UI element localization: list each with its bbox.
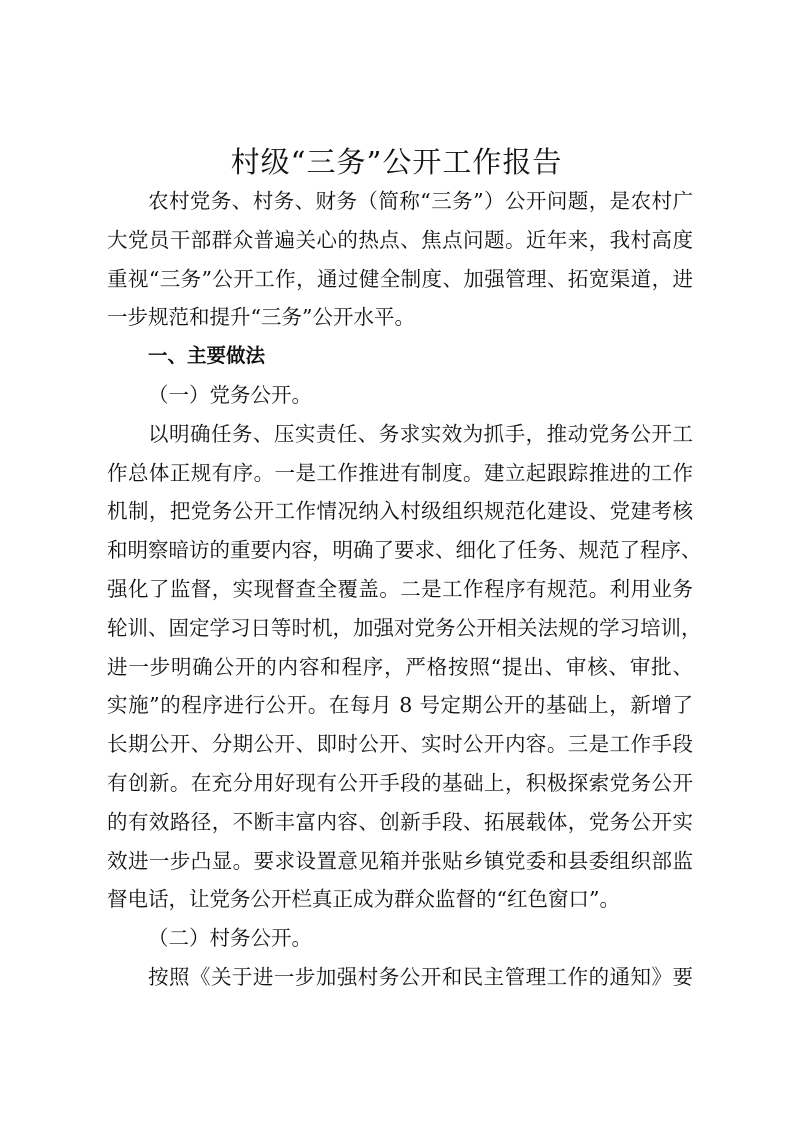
text-line: 按照《关于进一步加强村务公开和民主管理工作的通知》要 (148, 964, 693, 989)
party-affairs-paragraph (107, 415, 702, 919)
text-line: 有创新。在充分用好现有公开手段的基础上，积极探索党务公开 (107, 770, 693, 795)
text-line: 督电话，让党务公开栏真正成为群众监督的“红色窗口”。 (107, 887, 620, 912)
text-line: 进一步明确公开的内容和程序，严格按照“提出、审核、审批、 (107, 654, 693, 679)
text-line: 机制，把党务公开工作情况纳入村级组织规范化建设、党建考核 (107, 499, 693, 524)
text-line: 以明确任务、压实责任、务求实效为抓手，推动党务公开工 (148, 421, 693, 446)
document-body (107, 182, 702, 997)
text-line: 一步规范和提升“三务”公开水平。 (107, 305, 415, 330)
text-line: 强化了监督，实现督查全覆盖。二是工作程序有规范。利用业务 (107, 576, 693, 601)
intro-paragraph (107, 182, 693, 337)
text-line: 效进一步凸显。要求设置意见箱并张贴乡镇党委和县委组织部监 (107, 848, 693, 873)
text-line: 轮训、固定学习日等时机，加强对党务公开相关法规的学习培训， (107, 615, 702, 640)
text-line: 长期公开、分期公开、即时公开、实时公开内容。三是工作手段 (107, 732, 693, 757)
text-line: 大党员干部群众普遍关心的热点、焦点问题。近年来，我村高度 (107, 227, 693, 252)
subsection-heading-party-affairs: （一）党务公开。 (148, 382, 312, 407)
text-line: 和明察暗访的重要内容，明确了要求、细化了任务、规范了程序、 (107, 538, 702, 563)
text-line: 的有效路径，不断丰富内容、创新手段、拓展载体，党务公开实 (107, 809, 693, 834)
text-line: 实施”的程序进行公开。在每月 8 号定期公开的基础上，新增了 (107, 693, 693, 718)
text-line: 重视“三务”公开工作，通过健全制度、加强管理、拓宽渠道，进 (107, 266, 693, 291)
document-title: 村级“三务”公开工作报告 (230, 145, 563, 179)
text-line: 作总体正规有序。一是工作推进有制度。建立起跟踪推进的工作 (107, 460, 693, 485)
village-affairs-paragraph (107, 958, 693, 997)
section-heading-main-practices: 一、主要做法 (148, 344, 266, 368)
subsection-heading-village-affairs: （二）村务公开。 (148, 926, 312, 951)
text-line: 农村党务、村务、财务（简称“三务”）公开问题，是农村广 (148, 189, 693, 213)
